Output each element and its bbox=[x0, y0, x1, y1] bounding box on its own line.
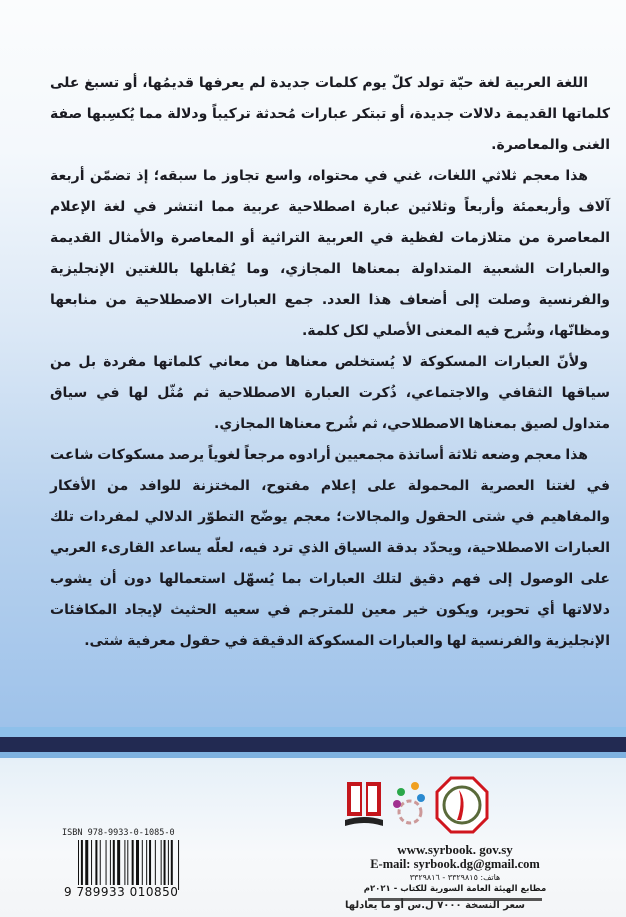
paragraph-2: هذا معجم ثلاثي اللغات، غني في محتواه، واسع تجاوز ما سبقه؛ إذ تضمّن أربعة آلاف وأربعمئة وأربعاً وثلاثين عبارة اصطلاحية عربية مما انتشر في لغة الإعلام المعاصرة من متلازمات لفظية في العربية التراثية أو المعاصرة والأمثال القديمة والعبارات الشعبية المتداولة بمعناها المجازي، وما يُقابلها باللغتين الإنجليزية والفرنسية وصلت إلى أضعاف هذا العدد. جمع العبارات الاصطلاحية من منابعها ومظانّها، وشُرح فيه المعنى الأصلي لكل كلمة. bbox=[50, 168, 610, 339]
barcode-bar bbox=[100, 840, 101, 890]
barcode-bar bbox=[91, 840, 92, 890]
barcode-bar bbox=[142, 840, 143, 890]
barcode-bar bbox=[164, 840, 166, 890]
barcode-bar bbox=[155, 840, 156, 890]
paragraph-3: ولأنّ العبارات المسكوكة لا يُستخلص معناها من معاني كلماتها مفردة بل من سياقها الثقافي والاجتماعي، ذُكرت العبارة الاصطلاحية ثم مُثّل لها في سياق متداول لصيق بمعناها الاصطلاحي، ثم شُرح معناها المجازي. bbox=[50, 354, 610, 432]
paragraph-1: اللغة العربية لغة حيّة تولد كلّ يوم كلمات جديدة لم يعرفها قديمُها، أو تسبغ على كلماتها القديمة دلالات جديدة، أو تبتكر عبارات مُحدثة تركيباً ودلالة مما يُكسِبها صفة الغنى والمعاصرة. bbox=[50, 75, 610, 153]
website-link[interactable]: www.syrbook. gov.sy bbox=[397, 842, 513, 857]
decorative-band-light bbox=[0, 727, 626, 737]
barcode-number: 9 789933 010850 bbox=[64, 885, 179, 899]
book-logo-icon bbox=[345, 780, 383, 830]
barcode-bar bbox=[85, 840, 88, 890]
barcode-bar bbox=[132, 840, 134, 890]
barcode-bar bbox=[78, 840, 79, 890]
barcode-bar bbox=[106, 840, 107, 890]
back-cover-text bbox=[50, 68, 610, 657]
barcode-bar bbox=[161, 840, 162, 890]
barcode-bar bbox=[95, 840, 97, 890]
phone-number: هاتف: ٣٣٢٩٨١٥ - ٣٣٢٩٨١٦ bbox=[409, 873, 501, 882]
price-label: سعر النسخة ٧٠٠٠ ل.س أو ما يعادلها bbox=[345, 900, 525, 911]
barcode-bar bbox=[146, 840, 147, 890]
publisher-logos bbox=[343, 778, 493, 838]
isbn-label: ISBN 978-9933-0-1085-0 bbox=[62, 828, 175, 838]
decorative-band bbox=[0, 737, 626, 752]
barcode-bar bbox=[168, 840, 169, 890]
barcode-bar bbox=[113, 840, 115, 890]
printer-name: مطابع الهيئة العامة السورية للكتاب - ٢٠٢١م bbox=[363, 884, 547, 894]
publisher-info bbox=[330, 842, 580, 901]
barcode-bar bbox=[178, 840, 179, 890]
barcode-bar bbox=[110, 840, 111, 890]
barcode-bar bbox=[124, 840, 125, 890]
barcode bbox=[78, 840, 193, 890]
barcode-bar bbox=[171, 840, 173, 890]
barcode-bar bbox=[149, 840, 151, 890]
barcode-bar bbox=[127, 840, 128, 890]
barcode-bar bbox=[117, 840, 120, 890]
email-link[interactable]: E-mail: syrbook.dg@gmail.com bbox=[370, 857, 540, 871]
culture-logo-icon bbox=[391, 778, 429, 834]
barcode-bar bbox=[136, 840, 139, 890]
paragraph-4: هذا معجم وضعه ثلاثة أساتذة مجمعيين أرادوه مرجعاً لغوياً يرصد مسكوكات شاعت في لغتنا العصرية المحمولة على إعلام مفتوح، المختزنة للوافد من الأفكار والمفاهيم في شتى الحقول والمجالات؛ معجم يوضّح التطوّر الدلالي لمفردات تلك العبارات الاصطلاحية، ويحدّد بدقة السياق الذي ترد فيه، لعلّه يساعد القارىء العربي على الوصول إلى فهم دقيق لتلك العبارات بما يُسهّل استعمالها دون أن يشوب دلالاتها أي تحوير، ويكون خير معين للمترجم في سعيه الحثيث لإيجاد المكافئات الإنجليزية والفرنسية لها والعبارات المسكوكة الدقيقة في حقول معرفية شتى. bbox=[50, 447, 610, 649]
barcode-bar bbox=[81, 840, 83, 890]
ministry-seal-icon bbox=[435, 776, 489, 834]
